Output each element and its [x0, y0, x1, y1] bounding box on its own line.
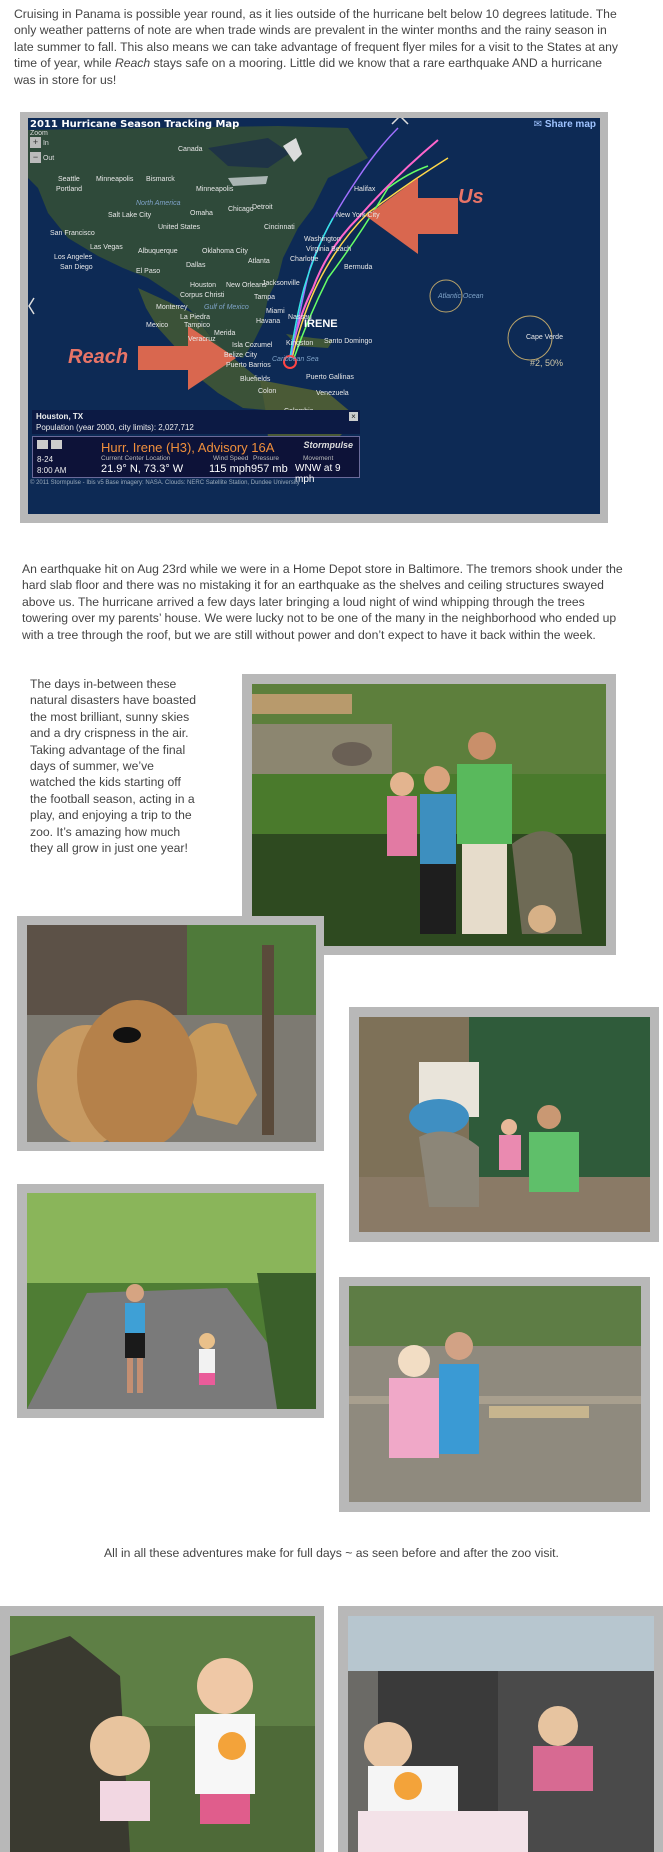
map-place: Jacksonville [262, 280, 300, 287]
photo-family-at-zoo [252, 684, 606, 946]
map-place: Dallas [186, 262, 206, 269]
map-place: Oklahoma City [202, 248, 248, 255]
map-place: Belize City [224, 352, 258, 359]
map-place: Omaha [190, 210, 213, 217]
map-place: Albuquerque [138, 248, 178, 255]
map-place: Colon [258, 388, 277, 395]
val-pressure: 957 mb [251, 463, 288, 475]
map-place: Salt Lake City [108, 212, 152, 219]
map-place: New York City [336, 212, 380, 219]
intro-boat-name: Reach [114, 56, 151, 71]
photo-mom-and-baby [349, 1286, 641, 1502]
map-place: Tampa [254, 294, 276, 301]
storm-2-label[interactable]: #2, 50% [530, 358, 564, 368]
map-place: Veracruz [188, 336, 216, 343]
photo-walking-path [27, 1193, 316, 1409]
map-place: Minneapolis [196, 186, 234, 193]
map-place: Gulf of Mexico [204, 304, 249, 311]
val-wind: 115 mph [209, 463, 251, 475]
irene-label: IRENE [304, 318, 338, 330]
map-place: Puerto Barrios [226, 362, 271, 369]
map-place: Merida [214, 330, 236, 337]
photo-kids-with-stroller [10, 1616, 315, 1852]
zoom-out-label: Out [42, 155, 55, 162]
map-place: Las Vegas [90, 244, 123, 251]
col-movement: Movement [303, 455, 334, 462]
map-place: Seattle [58, 176, 80, 183]
zoom-control [30, 130, 60, 180]
map-place: Portland [56, 186, 83, 193]
info-population: Population (year 2000, city limits): 2,027,712 [36, 423, 194, 432]
map-place: Caribbean Sea [272, 356, 319, 363]
map-place: El Paso [136, 268, 161, 275]
map-place: Charlotte [290, 256, 319, 263]
closing-line: All in all these adventures make for full days ~ as seen before and after the zoo visit. [104, 1546, 559, 1560]
map-place: Bermuda [344, 264, 373, 271]
zoom-in-button[interactable]: + [30, 137, 41, 148]
map-place: North America [136, 200, 181, 207]
ocean-label: Atlantic Ocean [438, 293, 484, 300]
map-place: Washington [304, 236, 341, 243]
map-place: United States [158, 224, 201, 231]
zoom-out-button[interactable]: − [30, 152, 41, 163]
map-place: Los Angeles [54, 254, 93, 261]
zoom-label: Zoom [30, 130, 48, 137]
map-place: Venezuela [316, 390, 349, 397]
advisory-date: 8-24 [37, 455, 54, 464]
map-place: Bismarck [146, 176, 175, 183]
map-place: Minneapolis [96, 176, 134, 183]
map-place: Houston [190, 282, 217, 289]
col-pressure: Pressure [253, 455, 280, 462]
advisory-title: Hurr. Irene (H3), Advisory 16A [101, 440, 275, 455]
map-place: Kingston [286, 340, 314, 347]
next-advisory-button[interactable] [51, 440, 62, 449]
hurricane-map[interactable] [28, 118, 600, 514]
map-title: 2011 Hurricane Season Tracking Map [30, 119, 240, 130]
map-place: Miami [266, 308, 285, 315]
intro-text-b: stays safe on a mooring. Little did we know that a rare earthquake AND a hurricane was in store for us! [14, 56, 603, 87]
stormpulse-logo: Stormpulse [303, 440, 353, 450]
photo-girls-and-giraffe [27, 925, 316, 1142]
map-place: Mexico [146, 322, 169, 329]
map-place: Puerto Gallinas [306, 374, 354, 381]
map-place: Halifax [354, 186, 376, 193]
map-place: Virginia Beach [306, 246, 352, 253]
zoom-in-label: In [42, 140, 49, 147]
map-place: Corpus Christi [180, 292, 225, 299]
map-place: Nassau [288, 314, 312, 321]
map-place: Cape Verde [526, 334, 563, 341]
col-wind: Wind Speed [213, 455, 249, 462]
share-map-link[interactable]: ✉ Share map [533, 119, 596, 130]
map-place: San Diego [60, 264, 93, 271]
place-info-box [32, 410, 360, 434]
val-movement: WNW at 9 mph [295, 463, 341, 485]
map-place: La Piedra [180, 314, 210, 321]
close-icon[interactable]: × [349, 412, 358, 421]
map-place: Havana [256, 318, 281, 325]
map-place: Isla Cozumel [232, 342, 273, 349]
earthquake-paragraph: An earthquake hit on Aug 23rd while we were in a Home Depot store in Baltimore. The tremors shook under the hard slab floor and there was no mistaking it for an earthquake as the shelves and ceiling structures swayed above us. The hurricane arrived a few days later bringing a loud night of wind whipping through the trees towering over my parents’ house. We were lucky not to be one of the many in the neighborhood who ended up with a tree through the roof, but we are still without power and don’t expect to have it back within the week. [22, 562, 623, 642]
intro-text-a: Cruising in Panama is possible year round, as it lies outside of the hurricane belt below 10 degrees latitude. The only weather patterns of note are when trade winds are prevalent in the winter months and the rainy season in late summer to fall. This also means we can take advantage of frequent flyer miles for a visit to the States at any time of year, while [14, 7, 619, 71]
advisory-time: 8:00 AM [37, 466, 67, 475]
map-place: San Francisco [50, 230, 95, 237]
map-place: Detroit [252, 204, 273, 211]
map-place: Canada [178, 146, 203, 153]
prev-advisory-button[interactable] [37, 440, 48, 449]
map-place: Monterrey [156, 304, 188, 311]
map-place: New Orleans [226, 282, 267, 289]
col-location: Current Center Location [101, 455, 171, 462]
map-place: Tampico [184, 322, 211, 329]
info-city: Houston, TX [36, 412, 84, 421]
map-credit: © 2011 Stormpulse - Ibis v5 Base imagery: NASA. Clouds: NERC Satellite Station, Dundee University [30, 480, 300, 486]
days-paragraph: The days in-between these natural disasters have boasted the most brilliant, sunny skies and a dry crispness in the air. Taking advantage of the final days of summer, we’ve watched the kids starting off the football season, acting in a play, and enjoying a trip to the zoo. It’s amazing how much they all grow in just one year! [30, 677, 196, 856]
label-reach: Reach [68, 346, 129, 368]
label-us: Us [458, 186, 484, 208]
map-place: Chicago [228, 206, 254, 213]
map-place: Atlanta [248, 258, 270, 265]
val-location: 21.9° N, 73.3° W [101, 463, 184, 475]
intro-paragraph [14, 6, 626, 88]
map-place: Bluefields [240, 376, 271, 383]
photo-stroller-exhibit [359, 1017, 650, 1232]
map-place: Santo Domingo [324, 338, 373, 345]
map-place: Cincinnati [264, 224, 295, 231]
photo-kids-sleeping-in-car [348, 1616, 654, 1852]
